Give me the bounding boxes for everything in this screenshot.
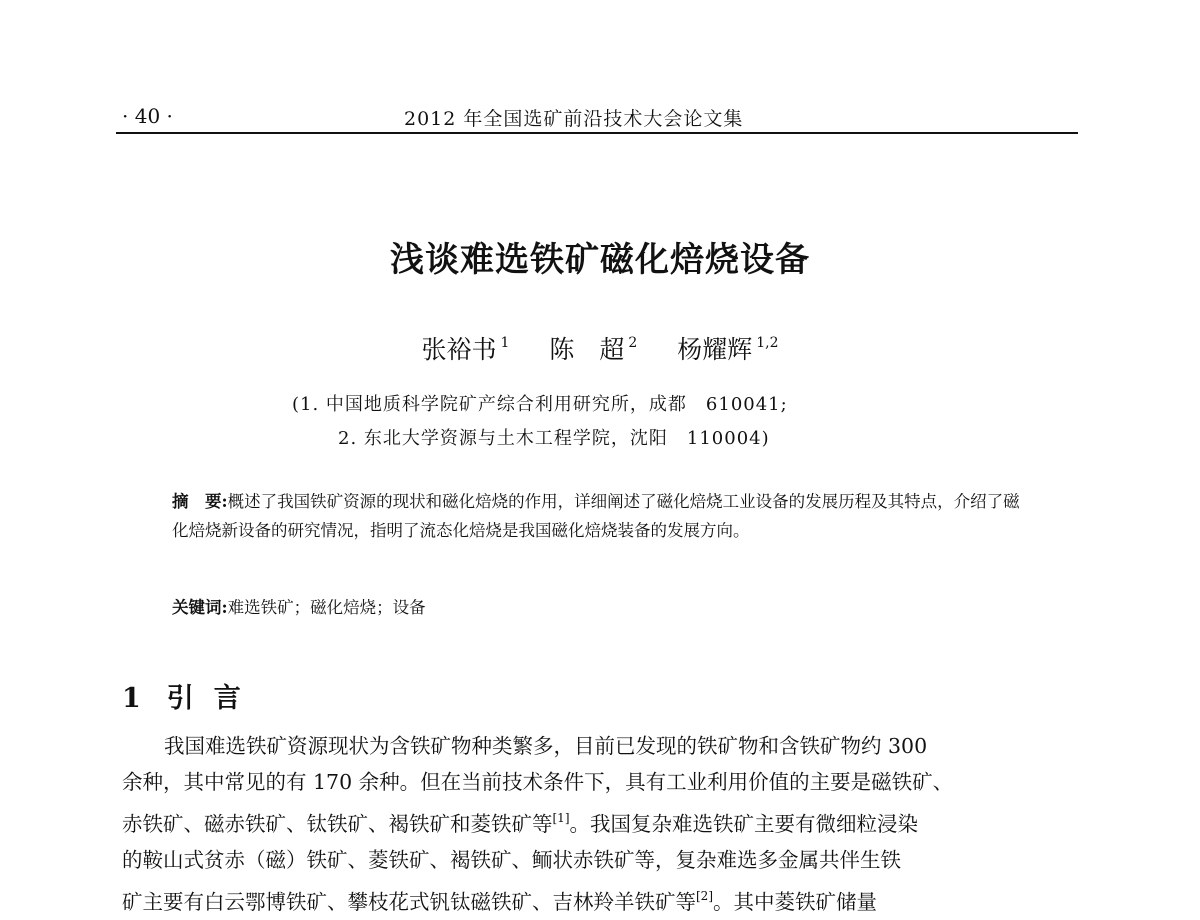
author-list [0, 330, 1200, 366]
body-line: 的鞍山式贫赤（磁）铁矿、菱铁矿、褐铁矿、鲕状赤铁矿等，复杂难选多金属共伴生铁 [122, 848, 901, 872]
section-number: 1 [122, 683, 141, 714]
section-title: 引言 [166, 683, 261, 714]
body-line: 赤铁矿、磁赤铁矿、钛铁矿、褐铁矿和菱铁矿等[1]。我国复杂难选铁矿主要有微细粒浸染 [122, 811, 918, 836]
body-line: 我国难选铁矿资源现状为含铁矿物种类繁多，目前已发现的铁矿物和含铁矿物约 300 [164, 734, 928, 758]
citation: [1] [552, 811, 570, 825]
body-line: 矿主要有白云鄂博铁矿、攀枝花式钒钛磁铁矿、吉林羚羊铁矿等[2]。其中菱铁矿储量 [122, 889, 877, 914]
paper-title: 浅谈难选铁矿磁化焙烧设备 [390, 240, 810, 280]
body-paragraph [122, 728, 1082, 920]
keywords-text: 难选铁矿；磁化焙烧；设备 [227, 598, 426, 617]
keywords-label: 关键词: [172, 598, 228, 617]
keywords [172, 594, 426, 618]
page-number: · 40 · [122, 104, 173, 128]
author: 陈 超 $^2$ [549, 335, 638, 364]
body-line: 余种，其中常见的有 170 余种。但在当前技术条件下，具有工业利用价值的主要是磁铁矿、 [122, 770, 954, 794]
affiliation-line: (1. 中国地质科学院矿产综合利用研究所，成都 610041; [292, 394, 788, 415]
abstract [172, 487, 1032, 545]
author: 杨耀辉 $^{1,2}$ [677, 335, 779, 364]
journal-title: 2012 年全国选矿前沿技术大会论文集 [404, 108, 744, 130]
affiliation-line: 2. 东北大学资源与土木工程学院，沈阳 110004) [338, 428, 770, 449]
citation: [2] [696, 889, 713, 903]
section-heading [122, 676, 261, 715]
abstract-label: 摘 要: [172, 492, 228, 511]
author: 张裕书 $^1$ [421, 335, 510, 364]
header-rule [116, 132, 1078, 134]
abstract-text: 概述了我国铁矿资源的现状和磁化焙烧的作用，详细阐述了磁化焙烧工业设备的发展历程及其特点，介绍了磁化焙烧新设备的研究情况，指明了流态化焙烧是我国磁化焙烧装备的发展方向。 [172, 492, 1020, 540]
